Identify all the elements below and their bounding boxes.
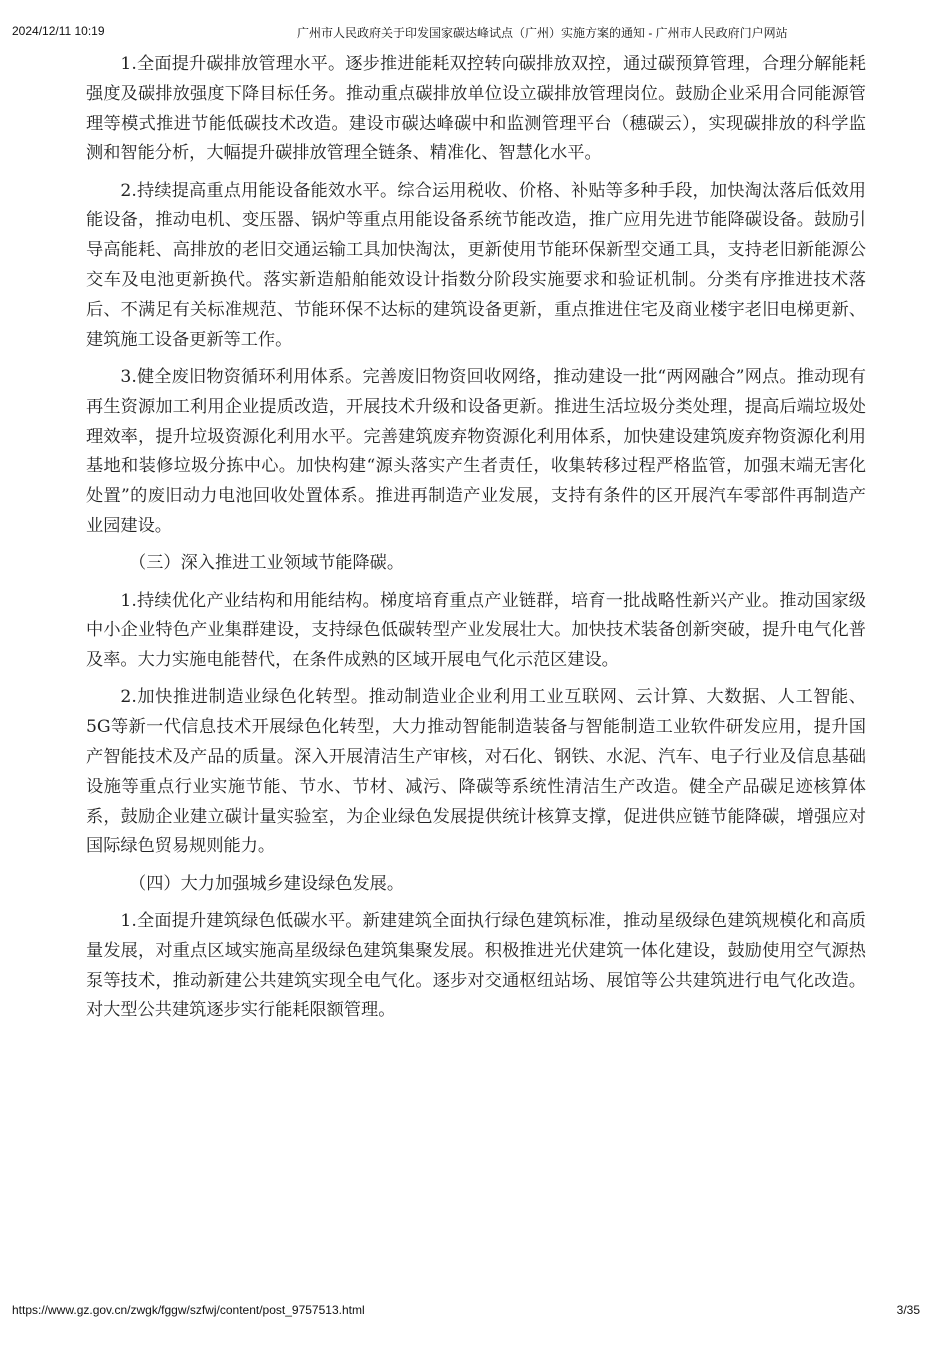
print-timestamp: 2024/12/11 10:19	[12, 24, 105, 38]
paragraph-industrial-structure: 1.持续优化产业结构和用能结构。梯度培育重点产业链群，培育一批战略性新兴产业。推动国家级中小企业特色产业集群建设，支持绿色低碳转型产业发展壮大。加快技术装备创新突破，提升电气化普及率。大力实施电能替代，在条件成熟的区域开展电气化示范区建设。	[86, 590, 866, 671]
print-page-title: 广州市人民政府关于印发国家碳达峰试点（广州）实施方案的通知 - 广州市人民政府门户网站	[297, 26, 788, 40]
paragraph-recycling-system: 3.健全废旧物资循环利用体系。完善废旧物资回收网络，推动建设一批“两网融合”网点。推动现有再生资源加工利用企业提质改造，开展技术升级和设备更新。推进生活垃圾分类处理，提高后端垃圾处理效率，提升垃圾资源化利用水平。完善建筑废弃物资源化利用体系，加快建设建筑废弃物资源化利用基地和装修垃圾分拣中心。加快构建“源头落实产生者责任，收集转移过程严格监管，加强末端无害化处置”的废旧动力电池回收处置体系。推进再制造产业发展，支持有条件的区开展汽车零部件再制造产业园建设。	[86, 366, 866, 536]
paragraph-manufacturing-green: 2.加快推进制造业绿色化转型。推动制造业企业利用工业互联网、云计算、大数据、人工智能、5G等新一代信息技术开展绿色化转型，大力推动智能制造装备与智能制造工业软件研发应用，提升国产智能技术及产品的质量。深入开展清洁生产审核，对石化、钢铁、水泥、汽车、电子行业及信息基础设施等重点行业实施节能、节水、节材、减污、降碳等系统性清洁生产改造。健全产品碳足迹核算体系，鼓励企业建立碳计量实验室，为企业绿色发展提供统计核算支撑，促进供应链节能降碳，增强应对国际绿色贸易规则能力。	[86, 687, 866, 857]
section-heading-industry: （三）深入推进工业领域节能降碳。	[129, 553, 405, 574]
page-number: 3/35	[896, 1303, 920, 1317]
article-body	[86, 50, 866, 1034]
paragraph-carbon-management: 1.全面提升碳排放管理水平。逐步推进能耗双控转向碳排放双控，通过碳预算管理，合理分解能耗强度及碳排放强度下降目标任务。推动重点碳排放单位设立碳排放管理岗位。鼓励企业采用合同能源管理等模式推进节能低碳技术改造。建设市碳达峰碳中和监测管理平台（穗碳云），实现碳排放的科学监测和智能分析，大幅提升碳排放管理全链条、精准化、智慧化水平。	[86, 54, 866, 164]
section-heading-urban-rural: （四）大力加强城乡建设绿色发展。	[129, 873, 405, 894]
print-header	[12, 20, 938, 40]
print-url: https://www.gz.gov.cn/zwgk/fggw/szfwj/content/post_9757513.html	[12, 1303, 365, 1317]
paragraph-green-buildings: 1.全面提升建筑绿色低碳水平。新建建筑全面执行绿色建筑标准，推动星级绿色建筑规模化和高质量发展，对重点区域实施高星级绿色建筑集聚发展。积极推进光伏建筑一体化建设，鼓励使用空气源热泵等技术，推动新建公共建筑实现全电气化。逐步对交通枢纽站场、展馆等公共建筑进行电气化改造。对大型公共建筑逐步实行能耗限额管理。	[86, 911, 866, 1021]
paragraph-equipment-efficiency: 2.持续提高重点用能设备能效水平。综合运用税收、价格、补贴等多种手段，加快淘汰落后低效用能设备，推动电机、变压器、锅炉等重点用能设备系统节能改造，推广应用先进节能降碳设备。鼓励引导高能耗、高排放的老旧交通运输工具加快淘汰，更新使用节能环保新型交通工具，支持老旧新能源公交车及电池更新换代。落实新造船舶能效设计指数分阶段实施要求和验证机制。分类有序推进技术落后、不满足有关标准规范、节能环保不达标的建筑设备更新，重点推进住宅及商业楼宇老旧电梯更新、建筑施工设备更新等工作。	[86, 180, 866, 350]
